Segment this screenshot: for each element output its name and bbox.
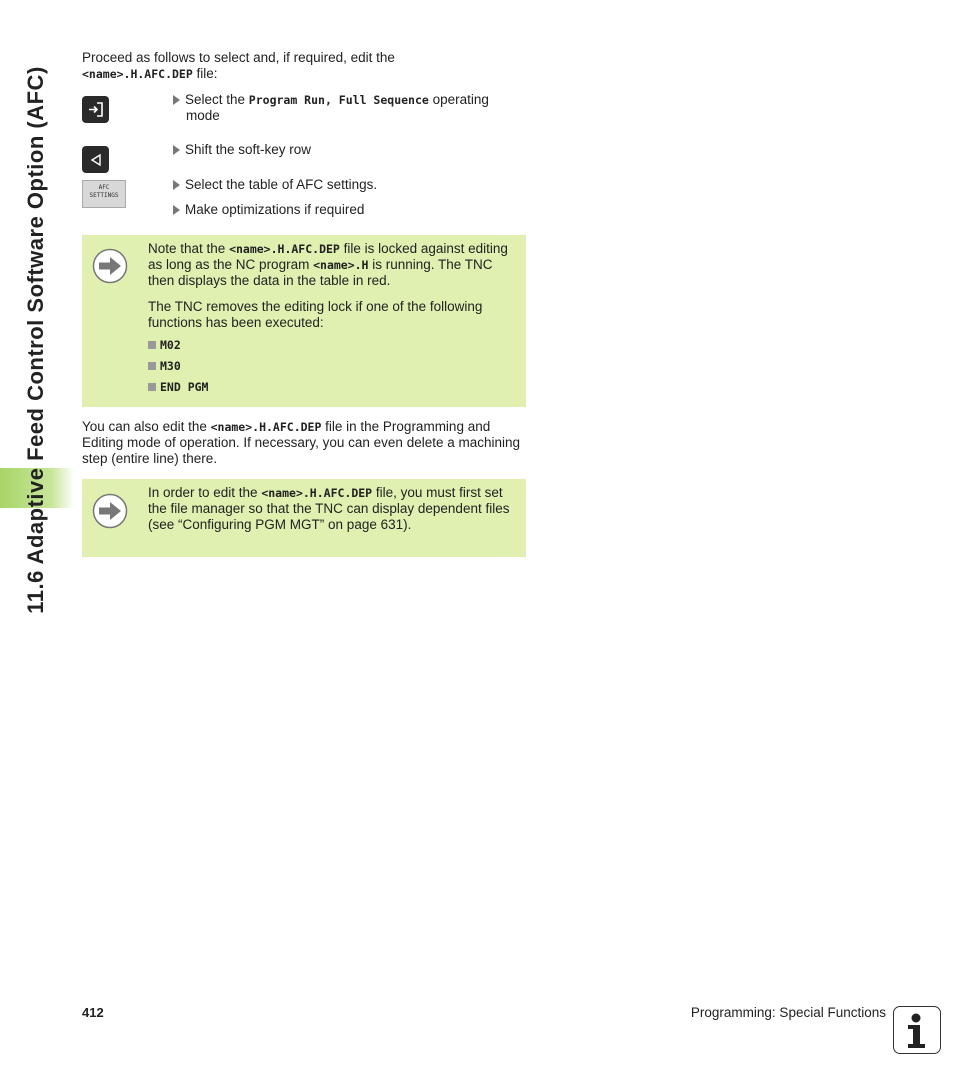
- program-run-key-icon: [82, 96, 109, 123]
- list-item: M30: [148, 358, 518, 379]
- note-arrow-icon: [92, 248, 128, 284]
- note-text: In order to edit the <name>.H.AFC.DEP file, you must first set the file manager so that the TNC can display dependent files (see “Configuring PGM MGT” on page 631).: [148, 485, 510, 532]
- intro-paragraph: Proceed as follows to select and, if required, edit the <name>.H.AFC.DEP file:: [82, 50, 395, 81]
- step-arrow-icon: [173, 95, 180, 105]
- step-arrow-icon: [173, 145, 180, 155]
- chapter-footer-title: Programming: Special Functions: [690, 1005, 886, 1020]
- sidebar-chapter-title: [8, 20, 64, 660]
- note-box-lock: [82, 235, 526, 407]
- step-optimize: Make optimizations if required: [173, 202, 518, 218]
- edit-in-programming-paragraph: You can also edit the <name>.H.AFC.DEP file in the Programming and Editing mode of operation. If necessary, you can even delete a machining step (entire line) there.: [82, 419, 521, 466]
- step-arrow-icon: [173, 180, 180, 190]
- step-select-mode: Select the Program Run, Full Sequence operating mode: [173, 92, 518, 124]
- step-arrow-icon: [173, 205, 180, 215]
- note-arrow-icon: [92, 493, 128, 529]
- afc-settings-softkey: AFC SETTINGS: [82, 180, 126, 208]
- lock-release-list: [148, 337, 518, 400]
- note-text: Note that the <name>.H.AFC.DEP file is locked against editing as long as the NC program <name>.H is running. The TNC then displays the data in the table in red. The TNC removes the editing lock if one of the following functions has been executed: M02 M30 END PGM: [148, 241, 518, 400]
- page-number: 412: [82, 1005, 104, 1020]
- filename-code: <name>.H.AFC.DEP: [82, 67, 193, 81]
- shift-softkey-row-icon: [82, 146, 109, 173]
- step-select-table: Select the table of AFC settings.: [173, 177, 518, 193]
- info-icon: [893, 1006, 941, 1054]
- sidebar-title-text: 11.6 Adaptive Feed Control Software Option (AFC): [23, 66, 48, 614]
- note-box-file-manager: [82, 479, 526, 557]
- list-item: END PGM: [148, 379, 518, 400]
- step-shift-row: Shift the soft-key row: [173, 142, 518, 158]
- list-item: M02: [148, 337, 518, 358]
